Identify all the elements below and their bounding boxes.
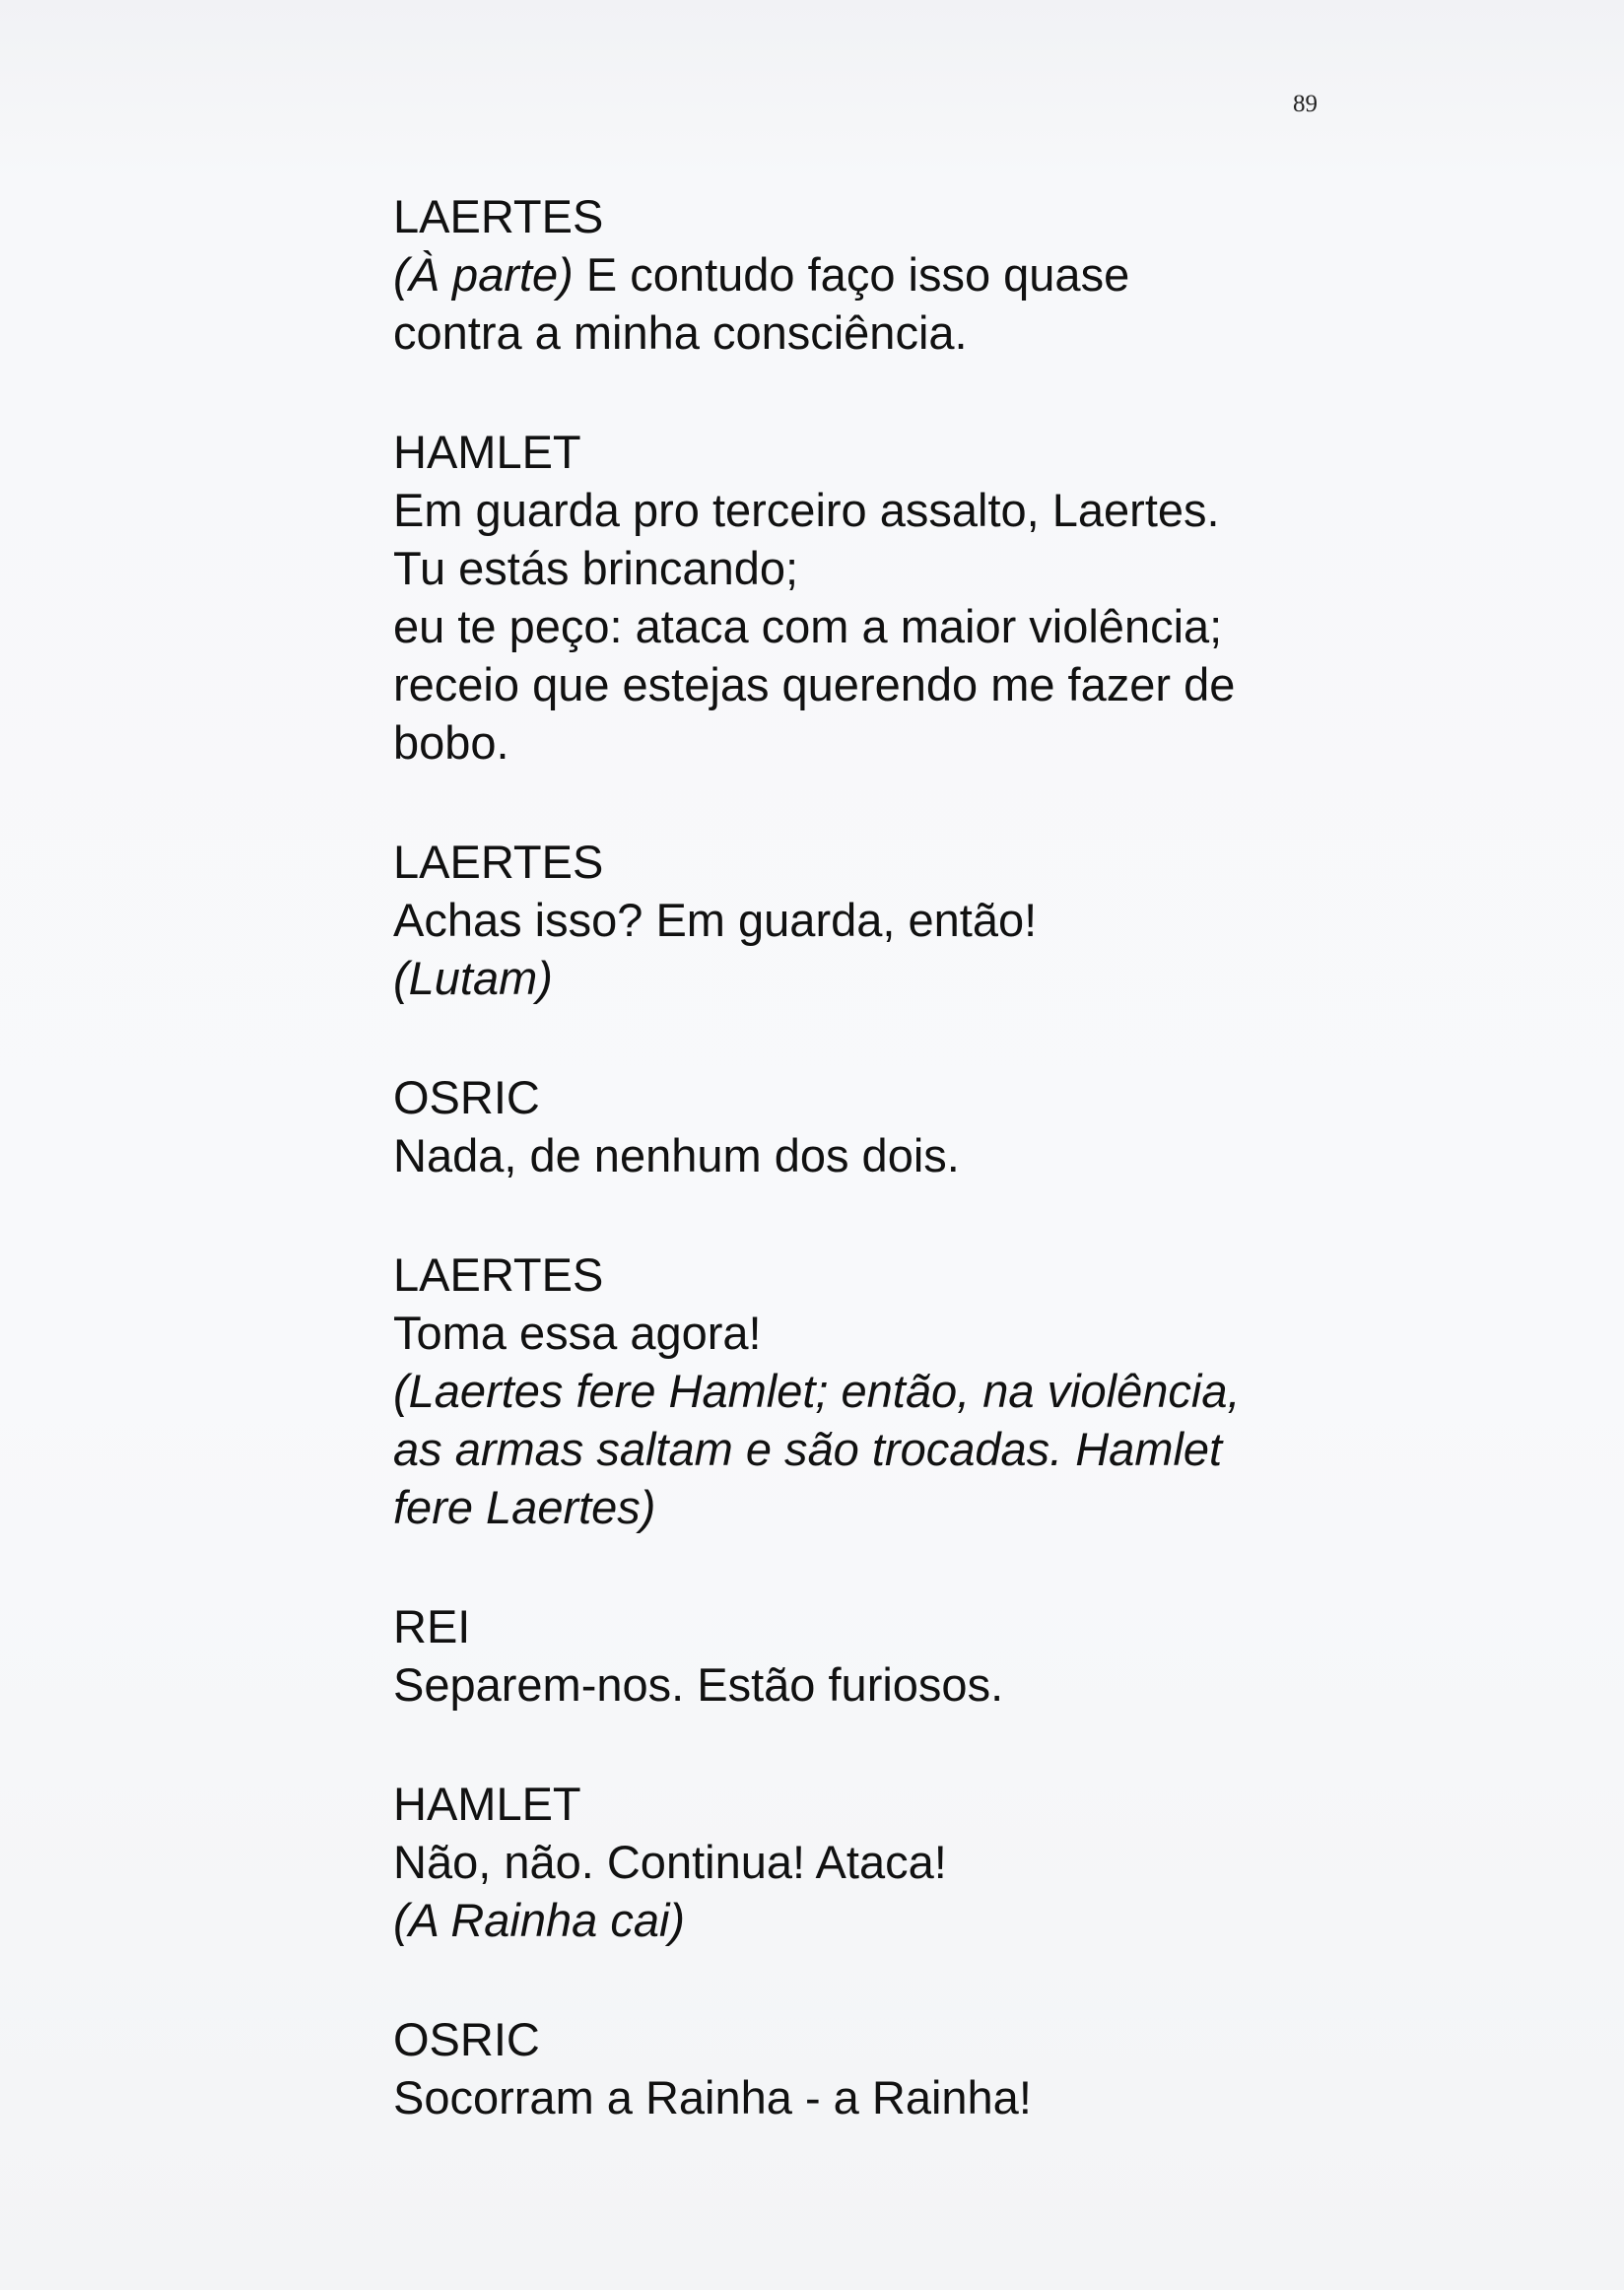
dialogue-block bbox=[393, 2010, 1379, 2126]
speaker-name: LAERTES bbox=[393, 1248, 604, 1301]
speaker-name: REI bbox=[393, 1600, 471, 1652]
stage-direction: as armas saltam e são trocadas. Hamlet bbox=[393, 1423, 1223, 1475]
dialogue-block bbox=[393, 187, 1379, 362]
speaker-name: OSRIC bbox=[393, 2013, 540, 2065]
stage-direction: (Lutam) bbox=[393, 952, 553, 1004]
dialogue-line: bobo. bbox=[393, 716, 509, 769]
dialogue-block bbox=[393, 1597, 1379, 1714]
dialogue-line: Não, não. Continua! Ataca! bbox=[393, 1836, 947, 1888]
page-number: 89 bbox=[1293, 91, 1318, 117]
dialogue-line: receio que estejas querendo me fazer de bbox=[393, 658, 1236, 710]
speaker-name: HAMLET bbox=[393, 1778, 581, 1830]
dialogue-line: Separem-nos. Estão furiosos. bbox=[393, 1658, 1004, 1711]
stage-direction: (Laertes fere Hamlet; então, na violência, bbox=[393, 1365, 1241, 1417]
dialogue-block bbox=[393, 423, 1379, 772]
dialogue-line: Socorram a Rainha - a Rainha! bbox=[393, 2071, 1032, 2123]
speaker-name: LAERTES bbox=[393, 190, 604, 242]
dialogue-text: E contudo faço isso quase bbox=[573, 248, 1130, 301]
speaker-name: LAERTES bbox=[393, 836, 604, 888]
dialogue-line: Toma essa agora! bbox=[393, 1307, 762, 1359]
dialogue-line: Achas isso? Em guarda, então! bbox=[393, 894, 1038, 946]
dialogue-line: Tu estás brincando; bbox=[393, 542, 799, 594]
speaker-name: OSRIC bbox=[393, 1071, 540, 1123]
dialogue-line bbox=[393, 245, 1379, 303]
dialogue-line: contra a minha consciência. bbox=[393, 306, 968, 359]
dialogue-block bbox=[393, 1775, 1379, 1949]
stage-direction: (À parte) bbox=[393, 248, 574, 301]
dialogue-line: Em guarda pro terceiro assalto, Laertes. bbox=[393, 484, 1220, 536]
stage-direction: (A Rainha cai) bbox=[393, 1894, 686, 1946]
stage-direction: fere Laertes) bbox=[393, 1481, 656, 1533]
script-body bbox=[393, 187, 1379, 2188]
dialogue-block bbox=[393, 1068, 1379, 1184]
speaker-name: HAMLET bbox=[393, 426, 581, 478]
dialogue-block bbox=[393, 1246, 1379, 1536]
dialogue-block bbox=[393, 833, 1379, 1007]
dialogue-line: eu te peço: ataca com a maior violência; bbox=[393, 600, 1223, 652]
dialogue-line: Nada, de nenhum dos dois. bbox=[393, 1129, 960, 1181]
